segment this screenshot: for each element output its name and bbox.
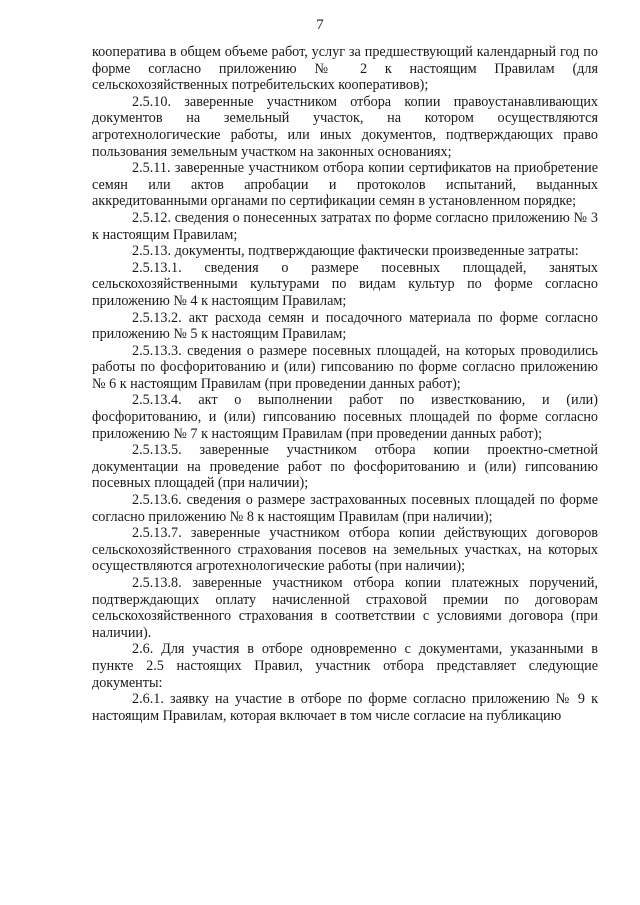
paragraph-2-5-13-4: 2.5.13.4. акт о выполнении работ по известкованию, и (или) фосфоритованию, и (или) гипсованию посевных площадей по форме согласно приложению № 7 к настоящим Правилам (при проведении данных работ); [92,392,598,442]
paragraph-2-5-13-5: 2.5.13.5. заверенные участником отбора копии проектно-сметной документации на проведение работ по фосфоритованию и (или) гипсованию посевных площадей (при наличии); [92,442,598,492]
paragraph-2-5-13-3: 2.5.13.3. сведения о размере посевных площадей, на которых проводились работы по фосфоритованию и (или) гипсованию по форме согласно приложению № 6 к настоящим Правилам (при проведении данных работ); [92,342,598,392]
page-number: 7 [316,17,324,33]
paragraph-2-5-13-1: 2.5.13.1. сведения о размере посевных площадей, занятых сельскохозяйственными культурами по видам культур по форме согласно приложению № 4 к настоящим Правилам; [92,259,598,309]
document-body [92,44,598,724]
paragraph-2-6-1: 2.6.1. заявку на участие в отборе по форме согласно приложению № 9 к настоящим Правилам, которая включает в том числе согласие на публикацию [92,691,598,724]
paragraph-2-5-12: 2.5.12. сведения о понесенных затратах по форме согласно приложению № 3 к настоящим Правилам; [92,209,598,243]
paragraph-2-5-13-8: 2.5.13.8. заверенные участником отбора копии платежных поручений, подтверждающих оплату начисленной страховой премии по договорам сельскохозяйственного страхования в соответствии с условиями договора (при наличии). [92,575,598,641]
paragraph-2-5-13-6: 2.5.13.6. сведения о размере застрахованных посевных площадей по форме согласно приложению № 8 к настоящим Правилам (при наличии); [92,492,598,525]
paragraph-2-5-13: 2.5.13. документы, подтверждающие фактически произведенные затраты: [132,243,579,260]
paragraph-2-5-13-7: 2.5.13.7. заверенные участником отбора копии действующих договоров сельскохозяйственного страхования посевов на земельных участках, на которых осуществляются агротехнологические работы (при наличии); [92,525,598,575]
paragraph-2-5-10: 2.5.10. заверенные участником отбора копии правоустанавливающих документов на земельный участок, на котором осуществляются агротехнологические работы, или иных документов, подтверждающих право пользования земельным участком на законных основаниях; [92,93,598,160]
paragraph-2-6: 2.6. Для участия в отборе одновременно с документами, указанными в пункте 2.5 настоящих Правил, участник отбора представляет следующие документы: [92,641,598,691]
paragraph-continuation: кооператива в общем объеме работ, услуг за предшествующий календарный год по форме согласно приложению № 2 к настоящим Правилам (для сельскохозяйственных потребительских кооперативов); [92,44,598,94]
paragraph-2-5-13-2: 2.5.13.2. акт расхода семян и посадочного материала по форме согласно приложению № 5 к настоящим Правилам; [92,309,598,343]
paragraph-2-5-11: 2.5.11. заверенные участником отбора копии сертификатов на приобретение семян или актов апробации и протоколов испытаний, выданных аккредитованными органами по сертификации семян в установленном порядке; [92,160,598,210]
